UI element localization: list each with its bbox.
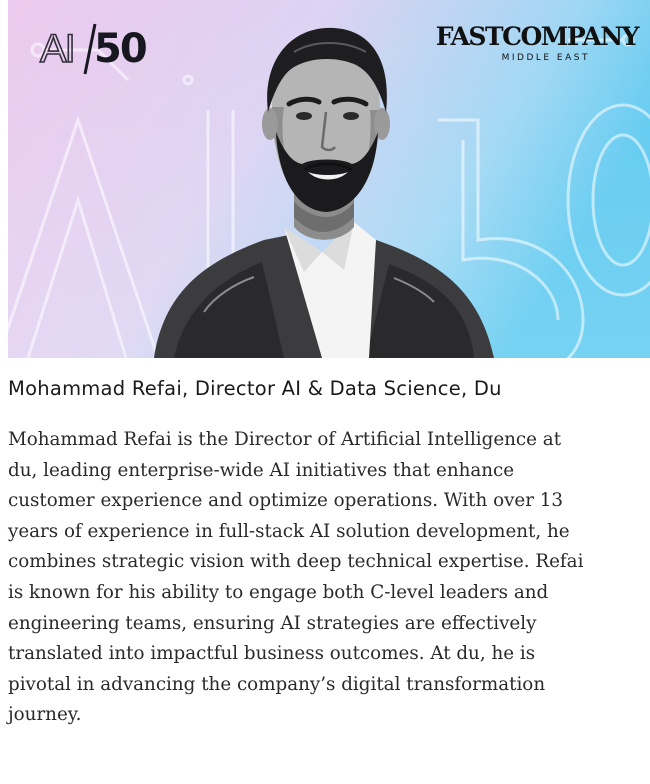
- bio-line: customer experience and optimize operations. With over 13: [8, 490, 564, 512]
- hero-banner: [8, 0, 650, 358]
- article-bio: [8, 425, 648, 731]
- bio-line: translated into impactful business outcomes. At du, he is: [8, 643, 536, 665]
- ai50-logo-number: 50: [94, 26, 146, 72]
- bio-line: journey.: [8, 704, 82, 726]
- portrait-illustration-icon: [144, 12, 504, 358]
- bio-line: engineering teams, ensuring AI strategies are effectively: [8, 612, 537, 634]
- bio-line: years of experience in full-stack AI solution development, he: [8, 520, 570, 542]
- bio-line: pivotal in advancing the company’s digital transformation: [8, 673, 546, 695]
- fast-company-region: MIDDLE EAST: [501, 53, 590, 63]
- bio-line: is known for his ability to engage both C-level leaders and: [8, 581, 549, 603]
- bio-line: du, leading enterprise-wide AI initiatives that enhance: [8, 459, 515, 481]
- article-headline: Mohammad Refai, Director AI & Data Science, Du: [8, 377, 502, 400]
- bio-line: Mohammad Refai is the Director of Artificial Intelligence at: [8, 429, 562, 450]
- bio-line: combines strategic vision with deep technical expertise. Refai: [8, 551, 584, 573]
- fast-company-wordmark: FASTCOMPANY: [435, 22, 638, 51]
- ai50-logo-ai: AI: [40, 27, 74, 71]
